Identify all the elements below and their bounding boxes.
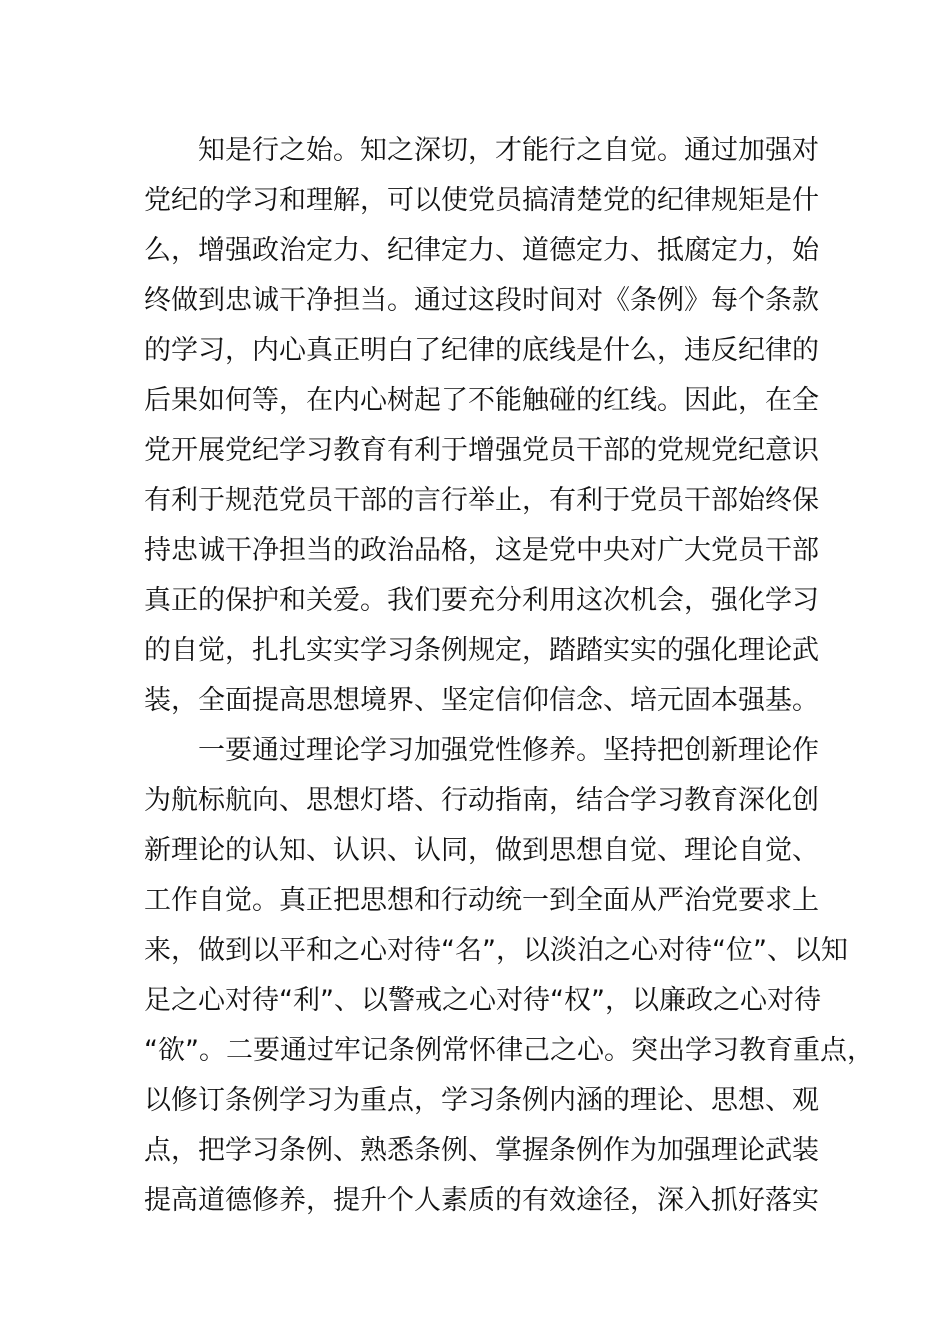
paragraph-1-line-11: 的自觉，扎扎实实学习条例规定，踏踏实实的强化理论武 xyxy=(144,635,819,666)
paragraph-2-line-5: 来，做到以平和之心对待“名”，以淡泊之心对待“位”、以知 xyxy=(144,935,848,966)
paragraph-2-line-8: 以修订条例学习为重点，学习条例内涵的理论、思想、观 xyxy=(144,1085,819,1116)
paragraph-2-line-3: 新理论的认知、认识、认同，做到思想自觉、理论自觉、 xyxy=(144,835,819,866)
paragraph-2-line-9: 点，把学习条例、熟悉条例、掌握条例作为加强理论武装 xyxy=(144,1135,819,1166)
paragraph-1-line-5: 的学习，内心真正明白了纪律的底线是什么，违反纪律的 xyxy=(144,335,819,366)
paragraph-1-line-2: 党纪的学习和理解，可以使党员搞清楚党的纪律规矩是什 xyxy=(144,185,819,216)
paragraph-1-line-6: 后果如何等，在内心树起了不能触碰的红线。因此，在全 xyxy=(144,385,819,416)
paragraph-1-line-7: 党开展党纪学习教育有利于增强党员干部的党规党纪意识 xyxy=(144,435,819,466)
paragraph-1-line-8: 有利于规范党员干部的言行举止，有利于党员干部始终保 xyxy=(144,485,819,516)
paragraph-2-line-6: 足之心对待“利”、以警戒之心对待“权”，以廉政之心对待 xyxy=(144,985,821,1016)
paragraph-1-line-1: 知是行之始。知之深切，才能行之自觉。通过加强对 xyxy=(198,135,819,166)
body-text xyxy=(144,126,874,1226)
paragraph-2-line-7: “欲”。二要通过牢记条例常怀律己之心。突出学习教育重点， xyxy=(144,1035,874,1066)
paragraph-2-line-10: 提高道德修养，提升个人素质的有效途径，深入抓好落实 xyxy=(144,1185,819,1216)
paragraph-1-line-12: 装，全面提高思想境界、坚定信仰信念、培元固本强基。 xyxy=(144,685,819,716)
paragraph-2-line-2: 为航标航向、思想灯塔、行动指南，结合学习教育深化创 xyxy=(144,785,819,816)
paragraph-1-line-3: 么，增强政治定力、纪律定力、道德定力、抵腐定力，始 xyxy=(144,235,819,266)
paragraph-2-line-4: 工作自觉。真正把思想和行动统一到全面从严治党要求上 xyxy=(144,885,819,916)
paragraph-1-line-4: 终做到忠诚干净担当。通过这段时间对《条例》每个条款 xyxy=(144,285,819,316)
paragraph-1-line-10: 真正的保护和关爱。我们要充分利用这次机会，强化学习 xyxy=(144,585,819,616)
paragraph-2-line-1: 一要通过理论学习加强党性修养。坚持把创新理论作 xyxy=(198,735,819,766)
paragraph-1-line-9: 持忠诚干净担当的政治品格，这是党中央对广大党员干部 xyxy=(144,535,819,566)
